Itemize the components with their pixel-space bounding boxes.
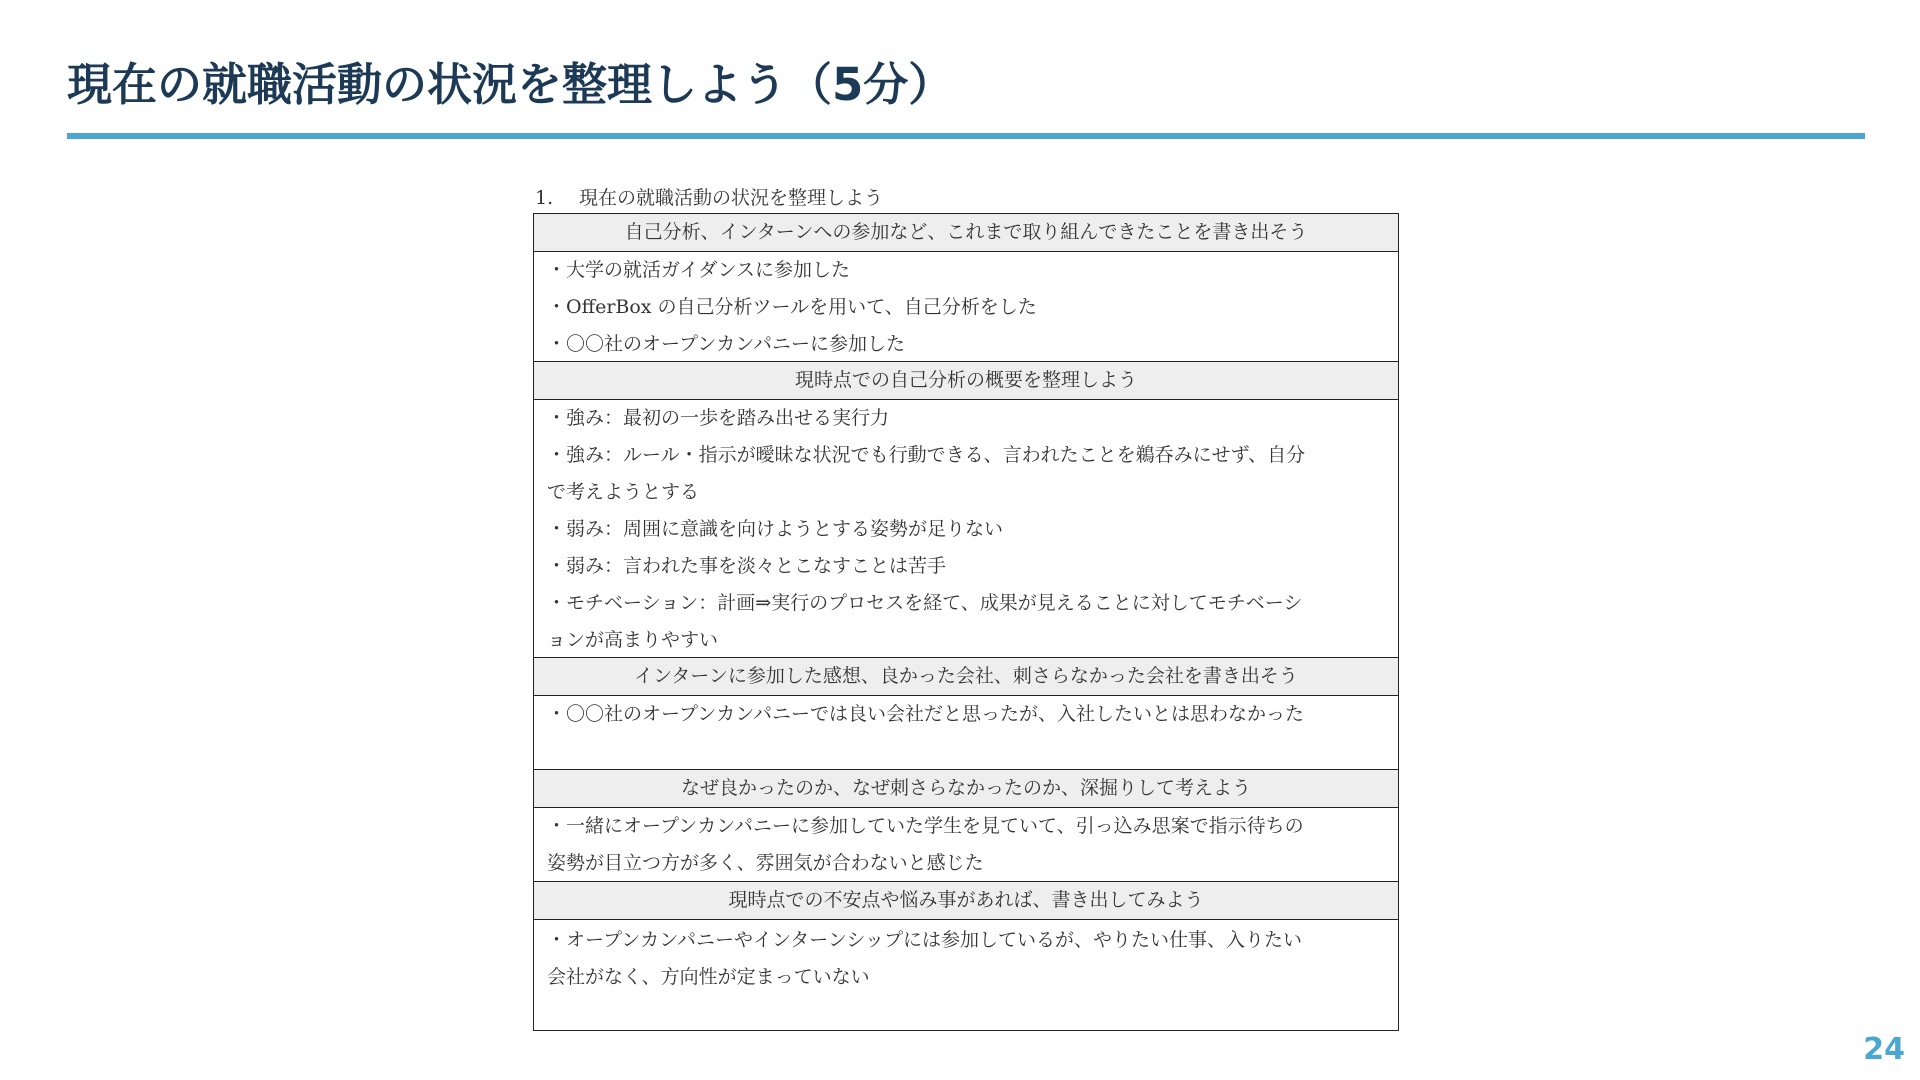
section-header-concerns: 現時点での不安点や悩み事があれば、書き出してみよう bbox=[534, 882, 1398, 920]
table-row: で考えようとする bbox=[547, 481, 700, 503]
section-header-deep-dive: なぜ良かったのか、なぜ刺さらなかったのか、深掘りして考えよう bbox=[534, 770, 1398, 808]
table-row: ・オープンカンパニーやインターンシップには参加しているが、やりたい仕事、入りたい bbox=[547, 929, 1302, 951]
table-row: ・弱み：周囲に意識を向けようとする姿勢が足りない bbox=[547, 518, 1004, 540]
section-body-deep-dive bbox=[534, 808, 1398, 882]
page-number: 24 bbox=[1863, 1032, 1905, 1067]
table-row: ・〇〇社のオープンカンパニーに参加した bbox=[547, 333, 905, 355]
worksheet-table bbox=[533, 213, 1399, 1031]
table-row: ・大学の就活ガイダンスに参加した bbox=[547, 259, 851, 281]
table-row: ・一緒にオープンカンパニーに参加していた学生を見ていて、引っ込み思案で指示待ちの bbox=[547, 815, 1304, 837]
title-underline bbox=[67, 133, 1865, 139]
section-body-activities bbox=[534, 252, 1398, 362]
worksheet-heading bbox=[533, 183, 1399, 213]
worksheet bbox=[533, 183, 1399, 1031]
table-row: ・強み：ルール・指示が曖昧な状況でも行動できる、言われたことを鵜呑みにせず、自分 bbox=[547, 444, 1306, 466]
section-header-self-analysis: 現時点での自己分析の概要を整理しよう bbox=[534, 362, 1398, 400]
table-row: ・強み：最初の一歩を踏み出せる実行力 bbox=[547, 407, 890, 429]
section-body-self-analysis bbox=[534, 400, 1398, 658]
section-body-intern-impressions bbox=[534, 696, 1398, 770]
table-row: ・弱み：言われた事を淡々とこなすことは苦手 bbox=[547, 555, 947, 577]
table-row: ・〇〇社のオープンカンパニーでは良い会社だと思ったが、入社したいとは思わなかった bbox=[547, 703, 1304, 725]
table-row: ・モチベーション：計画⇒実行のプロセスを経て、成果が見えることに対してモチベーシ bbox=[547, 592, 1303, 614]
table-row: 姿勢が目立つ方が多く、雰囲気が合わないと感じた bbox=[547, 852, 984, 874]
table-row: ョンが高まりやすい bbox=[547, 629, 719, 651]
table-row: 会社がなく、方向性が定まっていない bbox=[547, 966, 870, 988]
section-body-concerns bbox=[534, 920, 1398, 1030]
worksheet-heading-text: 現在の就職活動の状況を整理しよう bbox=[579, 187, 884, 209]
slide-title: 現在の就職活動の状況を整理しよう（5分） bbox=[67, 58, 954, 111]
section-header-intern-impressions: インターンに参加した感想、良かった会社、刺さらなかった会社を書き出そう bbox=[534, 658, 1398, 696]
section-header-activities: 自己分析、インターンへの参加など、これまで取り組んできたことを書き出そう bbox=[534, 214, 1398, 252]
worksheet-heading-number: 1. bbox=[535, 187, 554, 209]
table-row: ・OfferBox の自己分析ツールを用いて、自己分析をした bbox=[547, 296, 1037, 318]
